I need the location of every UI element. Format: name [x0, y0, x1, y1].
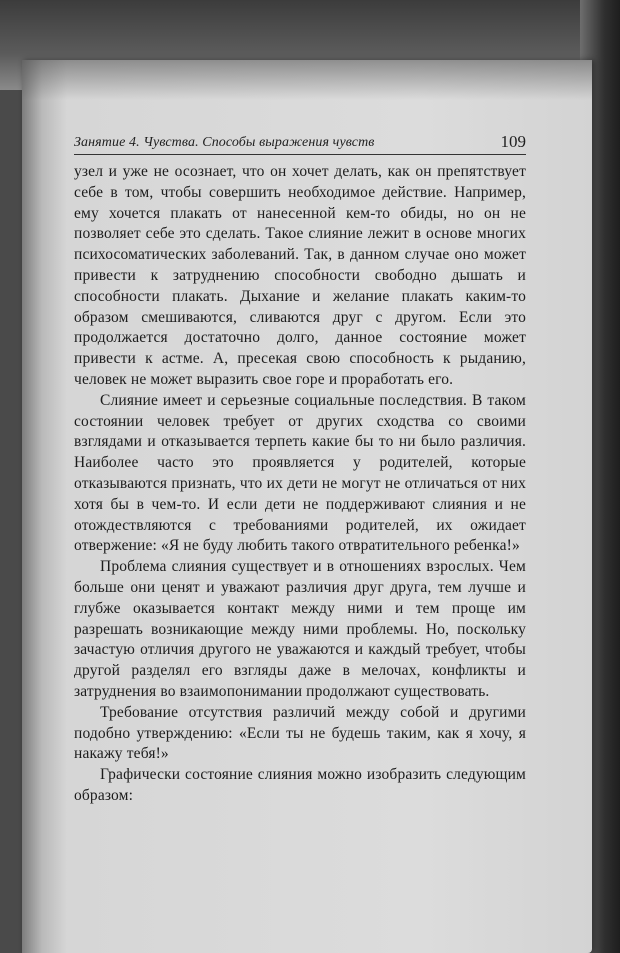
running-head-title: Занятие 4. Чувства. Способы выражения чувств [74, 135, 375, 150]
running-head [74, 130, 526, 155]
paragraph-demand: Требование отсутствия различий между собой и другими подобно утверждению: «Если ты не будешь таким, как я хочу, я накажу тебя!» [74, 703, 526, 763]
paragraph-adult-relations: Проблема слияния существует и в отношениях взрослых. Чем больше они ценят и уважают различия друг друга, тем лучше и глубже оказывается контакт между ними и тем проще им разрешать возникающие между ними проблемы. Но, поскольку зачастую отличия другого не уважаются и каждый требует, чтобы другой разделял его взгляды даже в мелочах, конфликты и затруднения во взаимопонимании продолжают существовать. [74, 558, 526, 700]
paragraph-graphic-intro: Графически состояние слияния можно изобразить следующим образом: [74, 766, 526, 804]
paragraph-social-consequences: Слияние имеет и серьезные социальные последствия. В таком состоянии человек требует от других сходства со своими взглядами и отказывается терпеть какие бы то ни было различия. Наиболее часто это проявляется у родителей, которые отказываются признать, что их дети не могут не отличаться от них хотя бы в чем-то. И если дети не поддерживают слияния и не отождествляются с требованиями родителей, их ожидает отвержение: «Я не буду любить такого отвратительного ребенка!» [74, 391, 526, 555]
page-number: 109 [500, 132, 526, 151]
book-page [22, 60, 592, 953]
body-text [74, 162, 526, 807]
paragraph-continuation: узел и уже не осознает, что он хочет делать, как он препятствует себе в том, чтобы совершить необходимое действие. Например, ему хочется плакать от нанесенной кем-то обиды, но он не позволяет себе это сделать. Такое слияние лежит в основе многих психосоматических заболеваний. Так, в данном случае оно может привести к затруднению способности свободно дышать и способности плакать. Дыхание и желание плакать каким-то образом смешиваются, сливаются друг с другом. Если это продолжается достаточно долго, данное состояние может привести к астме. А, пресекая свою способность к рыданию, человек не может выразить свое горе и проработать его. [74, 163, 526, 388]
